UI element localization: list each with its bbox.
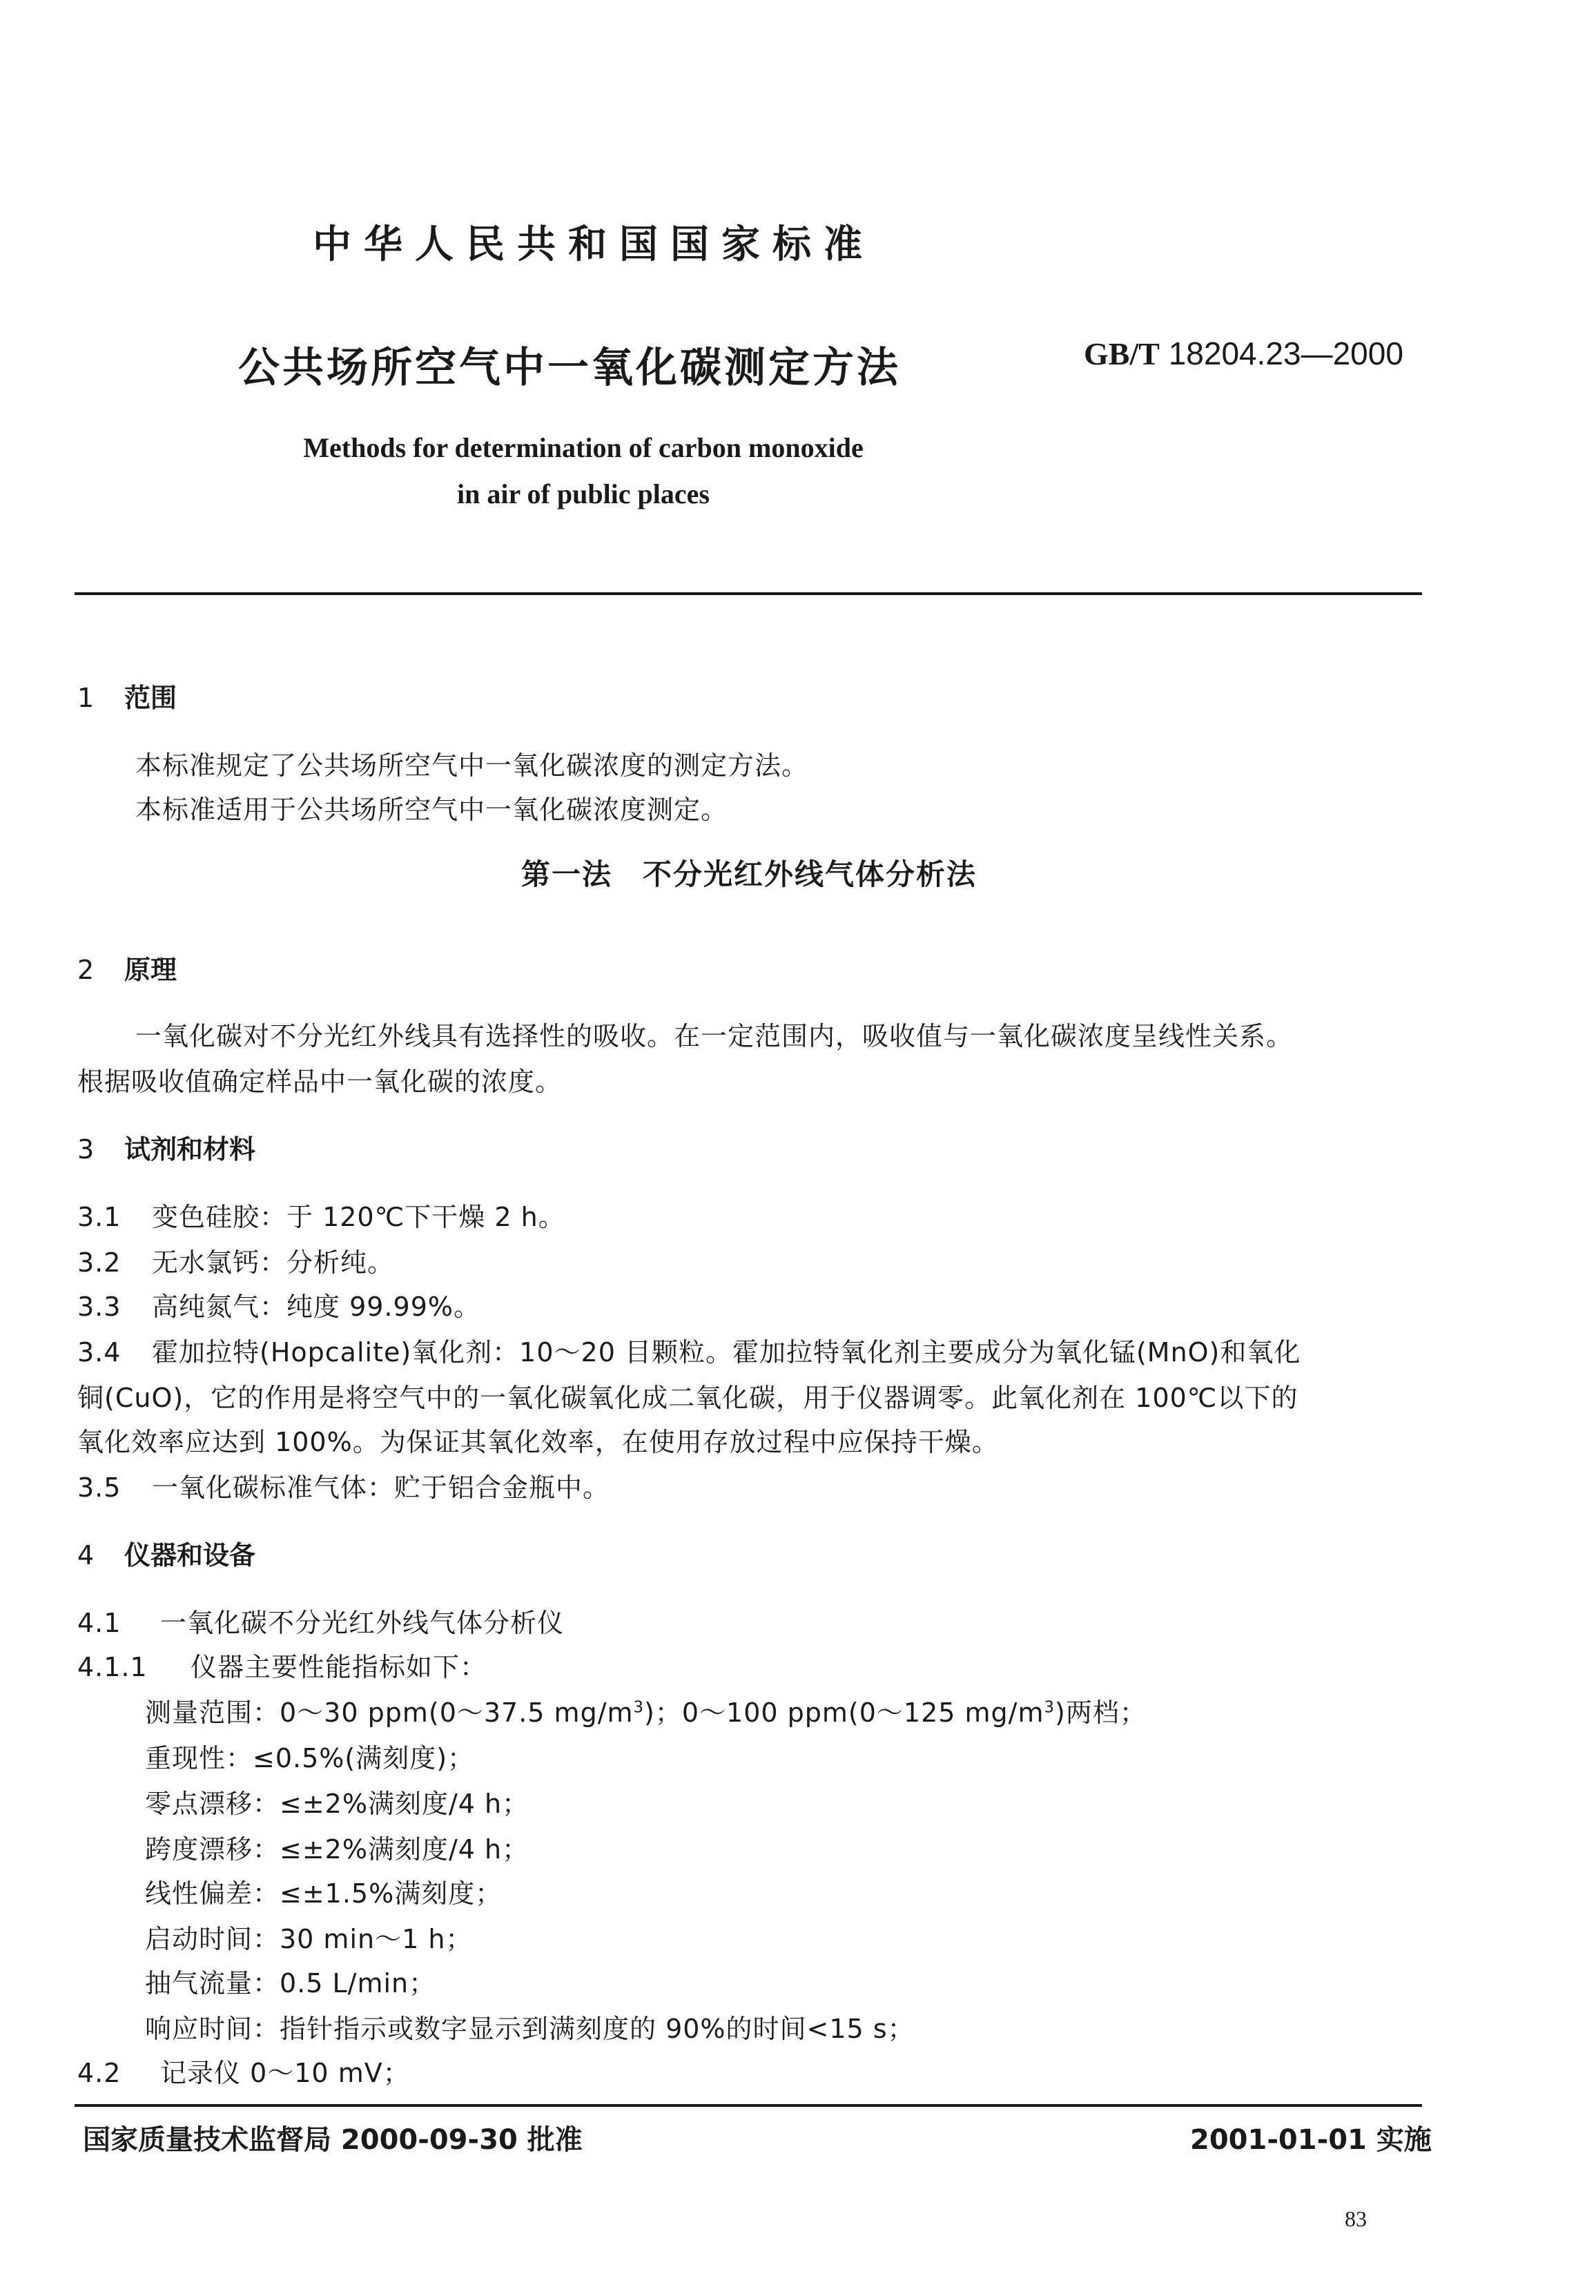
national-standard-heading: 中华人民共和国国家标准 xyxy=(313,222,875,267)
section-3-number: 3 xyxy=(77,1134,95,1165)
title-english-line1: Methods for determination of carbon monoxide xyxy=(303,432,864,463)
effective-date: 2001-01-01 实施 xyxy=(1190,2124,1432,2156)
section-3-title: 试剂和材料 xyxy=(124,1134,256,1165)
item-number: 3.2 xyxy=(77,1247,121,1278)
item-number: 4.1 xyxy=(77,1608,121,1638)
item-text: 记录仪 0～10 mV； xyxy=(160,2058,410,2088)
spec-span-drift: 跨度漂移：≤±2%满刻度/4 h； xyxy=(145,1834,529,1865)
section-4-title: 仪器和设备 xyxy=(124,1540,256,1570)
item-4-1 xyxy=(77,1602,564,1640)
footer-divider xyxy=(75,2104,1422,2107)
item-number: 3.5 xyxy=(77,1472,121,1503)
item-number: 3.4 xyxy=(77,1337,121,1368)
item-number: 4.1.1 xyxy=(77,1652,148,1682)
section-2-number: 2 xyxy=(77,955,95,985)
range-part-2: )；0～100 ppm(0～125 mg/m xyxy=(644,1697,1044,1728)
section-2-title: 原理 xyxy=(124,955,177,985)
section-2-heading xyxy=(77,948,177,986)
item-3-4-continued-1: 铜(CuO)，它的作用是将空气中的一氧化碳氧化成二氧化碳，用于仪器调零。此氧化剂在 100℃以下的 xyxy=(77,1383,1298,1413)
title-english-line2: in air of public places xyxy=(457,478,710,509)
section-1-title: 范围 xyxy=(124,683,177,713)
item-3-3 xyxy=(77,1285,480,1323)
range-part-3: )两档； xyxy=(1055,1697,1147,1728)
item-text: 高纯氮气：纯度 99.99%。 xyxy=(152,1292,480,1322)
spec-response-time: 响应时间：指针指示或数字显示到满刻度的 90%的时间<15 s； xyxy=(145,2014,915,2044)
superscript-3: 3 xyxy=(1044,1698,1055,1717)
superscript-3: 3 xyxy=(633,1698,645,1717)
section-2-line-1: 一氧化碳对不分光红外线具有选择性的吸收。在一定范围内，吸收值与一氧化碳浓度呈线性关系。 xyxy=(135,1021,1294,1051)
section-2-line-2: 根据吸收值确定样品中一氧化碳的浓度。 xyxy=(77,1067,563,1097)
item-4-1-1 xyxy=(77,1646,487,1684)
item-3-4-continued-2: 氧化效率应达到 100%。为保证其氧化效率，在使用存放过程中应保持干燥。 xyxy=(77,1427,999,1457)
section-4-number: 4 xyxy=(77,1540,95,1570)
spec-repeatability: 重现性：≤0.5%(满刻度)； xyxy=(145,1743,475,1773)
item-3-4 xyxy=(77,1331,1301,1369)
section-4-heading xyxy=(77,1534,255,1572)
item-text: 仪器主要性能指标如下： xyxy=(191,1652,487,1682)
item-number: 3.3 xyxy=(77,1292,121,1322)
section-1-paragraph-2: 本标准适用于公共场所空气中一氧化碳浓度测定。 xyxy=(135,795,728,825)
spec-linearity: 线性偏差：≤±1.5%满刻度； xyxy=(145,1878,503,1909)
standard-code-number: 18204.23—2000 xyxy=(1168,335,1403,371)
item-text: 一氧化碳标准气体：贮于铝合金瓶中。 xyxy=(152,1472,610,1503)
section-3-heading xyxy=(77,1128,255,1166)
item-3-5 xyxy=(77,1466,610,1504)
standard-code xyxy=(1084,335,1403,372)
header-divider xyxy=(75,592,1422,595)
item-3-2 xyxy=(77,1241,394,1279)
item-text: 无水氯钙：分析纯。 xyxy=(152,1247,395,1278)
item-number: 3.1 xyxy=(77,1202,121,1232)
spec-startup-time: 启动时间：30 min～1 h； xyxy=(145,1924,473,1954)
item-3-1 xyxy=(77,1196,565,1234)
method-1-heading: 第一法 不分光红外线气体分析法 xyxy=(520,857,977,891)
item-number: 4.2 xyxy=(77,2058,121,2088)
section-1-paragraph-1: 本标准规定了公共场所空气中一氧化碳浓度的测定方法。 xyxy=(135,750,809,781)
spec-flow-rate: 抽气流量：0.5 L/min； xyxy=(145,1968,436,1998)
section-1-number: 1 xyxy=(77,683,95,713)
approval-date: 国家质量技术监督局 2000-09-30 批准 xyxy=(83,2124,583,2156)
page-number: 83 xyxy=(1345,2206,1367,2231)
title-chinese: 公共场所空气中一氧化碳测定方法 xyxy=(238,344,901,392)
spec-zero-drift: 零点漂移：≤±2%满刻度/4 h； xyxy=(145,1789,529,1819)
item-text: 一氧化碳不分光红外线气体分析仪 xyxy=(160,1608,565,1638)
item-4-2 xyxy=(77,2052,410,2090)
section-1-heading xyxy=(77,677,177,714)
spec-measurement-range xyxy=(145,1691,1147,1729)
item-text: 霍加拉特(Hopcalite)氧化剂：10～20 目颗粒。霍加拉特氧化剂主要成分为氧化锰(MnO)和氧化 xyxy=(152,1337,1301,1368)
range-part-1: 测量范围：0～30 ppm(0～37.5 mg/m xyxy=(145,1697,634,1728)
standard-code-prefix: GB/T xyxy=(1084,336,1160,371)
item-text: 变色硅胶：于 120℃下干燥 2 h。 xyxy=(152,1202,565,1232)
